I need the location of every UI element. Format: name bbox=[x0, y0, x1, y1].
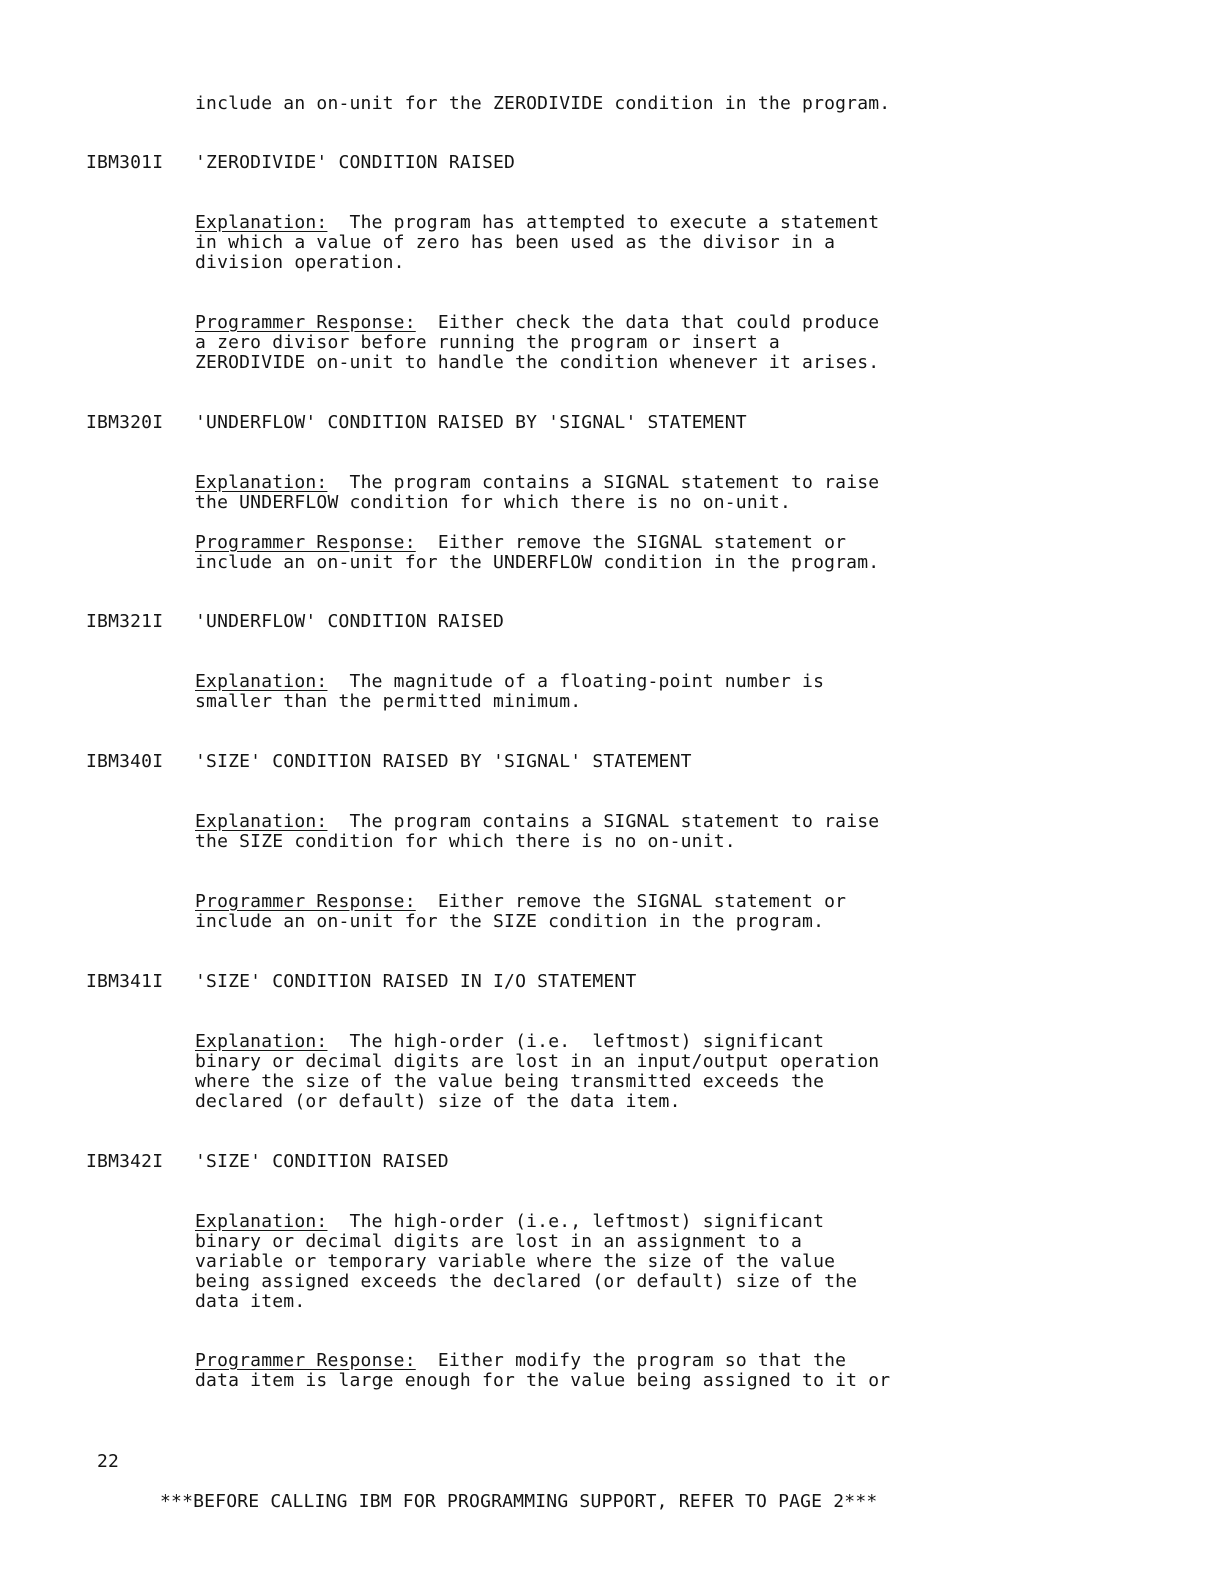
message-title-ibm340i: 'SIZE' CONDITION RAISED BY 'SIGNAL' STATEMENT bbox=[195, 751, 692, 772]
programmer-response-label: Programmer Response: bbox=[195, 891, 416, 912]
programmer-response-text: Either remove the SIGNAL statement or include an on-unit for the UNDERFLOW condition in the program. bbox=[195, 532, 880, 573]
programmer-response-ibm301i bbox=[195, 313, 995, 373]
message-title-ibm321i: 'UNDERFLOW' CONDITION RAISED bbox=[195, 611, 505, 632]
intro-continuation-line: include an on-unit for the ZERODIVIDE condition in the program. bbox=[195, 93, 891, 114]
explanation-text: The program contains a SIGNAL statement to raise the UNDERFLOW condition for which there is no on-unit. bbox=[195, 472, 880, 513]
programmer-response-label: Programmer Response: bbox=[195, 532, 416, 553]
message-title-ibm301i: 'ZERODIVIDE' CONDITION RAISED bbox=[195, 152, 516, 173]
explanation-ibm341i bbox=[195, 1032, 995, 1112]
message-id-ibm321i: IBM321I bbox=[86, 611, 164, 632]
explanation-ibm342i bbox=[195, 1212, 995, 1312]
explanation-label: Explanation: bbox=[195, 1031, 328, 1052]
message-title-ibm341i: 'SIZE' CONDITION RAISED IN I/O STATEMENT bbox=[195, 971, 637, 992]
message-title-ibm342i: 'SIZE' CONDITION RAISED bbox=[195, 1151, 449, 1172]
explanation-text: The program has attempted to execute a statement in which a value of zero has been used as the divisor in a division operation. bbox=[195, 212, 880, 273]
message-id-ibm340i: IBM340I bbox=[86, 751, 164, 772]
programmer-response-label: Programmer Response: bbox=[195, 312, 416, 333]
programmer-response-label: Programmer Response: bbox=[195, 1350, 416, 1371]
explanation-ibm340i bbox=[195, 812, 995, 852]
programmer-response-text: Either check the data that could produce a zero divisor before running the program or insert a ZERODIVIDE on-unit to handle the condition whenever it arises. bbox=[195, 312, 880, 373]
explanation-text: The high-order (i.e. leftmost) significant binary or decimal digits are lost in an input/output operation where the size of the value being transmitted exceeds the declared (or default) size of the data item. bbox=[195, 1031, 880, 1112]
support-footer-note: ***BEFORE CALLING IBM FOR PROGRAMMING SUPPORT, REFER TO PAGE 2*** bbox=[160, 1491, 878, 1512]
message-id-ibm320i: IBM320I bbox=[86, 412, 164, 433]
explanation-text: The high-order (i.e., leftmost) significant binary or decimal digits are lost in an assignment to a variable or temporary variable where the size of the value being assigned exceeds the declared (or default) size of the data item. bbox=[195, 1211, 858, 1312]
explanation-text: The program contains a SIGNAL statement to raise the SIZE condition for which there is no on-unit. bbox=[195, 811, 880, 852]
explanation-ibm321i bbox=[195, 672, 995, 712]
message-id-ibm301i: IBM301I bbox=[86, 152, 164, 173]
message-id-ibm341i: IBM341I bbox=[86, 971, 164, 992]
explanation-ibm301i bbox=[195, 213, 995, 273]
explanation-label: Explanation: bbox=[195, 1211, 328, 1232]
message-title-ibm320i: 'UNDERFLOW' CONDITION RAISED BY 'SIGNAL' STATEMENT bbox=[195, 412, 747, 433]
programmer-response-text: Either modify the program so that the data item is large enough for the value being assigned to it or bbox=[195, 1350, 891, 1391]
explanation-label: Explanation: bbox=[195, 811, 328, 832]
explanation-text: The magnitude of a floating-point number is smaller than the permitted minimum. bbox=[195, 671, 825, 712]
explanation-ibm320i bbox=[195, 473, 995, 513]
programmer-response-ibm340i bbox=[195, 892, 995, 932]
programmer-response-text: Either remove the SIGNAL statement or include an on-unit for the SIZE condition in the program. bbox=[195, 891, 847, 932]
explanation-label: Explanation: bbox=[195, 671, 328, 692]
explanation-label: Explanation: bbox=[195, 212, 328, 233]
programmer-response-ibm320i bbox=[195, 533, 995, 573]
explanation-label: Explanation: bbox=[195, 472, 328, 493]
programmer-response-ibm342i bbox=[195, 1351, 995, 1391]
message-id-ibm342i: IBM342I bbox=[86, 1151, 164, 1172]
page-number: 22 bbox=[97, 1451, 120, 1472]
